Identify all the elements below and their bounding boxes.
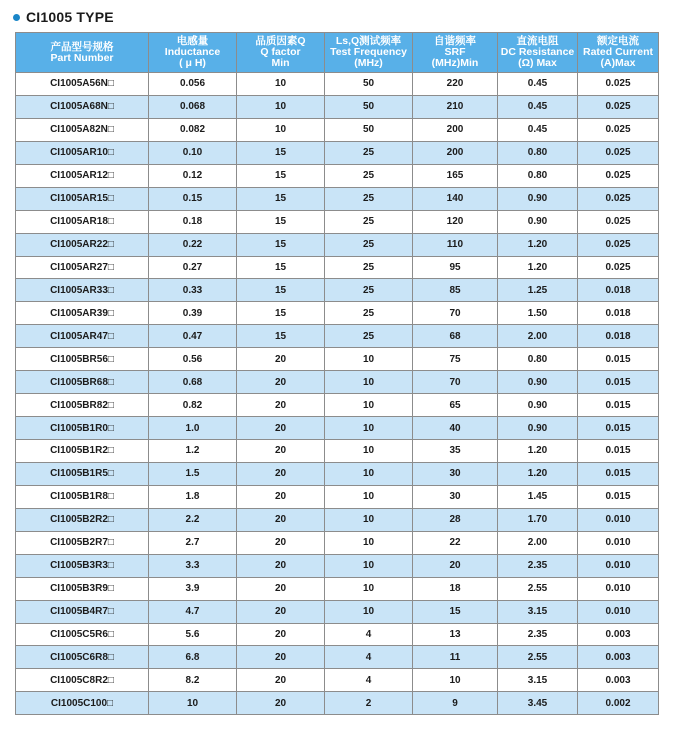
- cell-test-frequency: 25: [325, 233, 413, 256]
- cell-q-factor: 15: [237, 325, 325, 348]
- cell-part-number: CI1005B1R0□: [16, 417, 149, 440]
- cell-rated-current: 0.015: [578, 462, 659, 485]
- cell-q-factor: 20: [237, 531, 325, 554]
- cell-q-factor: 15: [237, 256, 325, 279]
- cell-q-factor: 20: [237, 577, 325, 600]
- cell-q-factor: 20: [237, 371, 325, 394]
- cell-test-frequency: 10: [325, 554, 413, 577]
- cell-rated-current: 0.025: [578, 141, 659, 164]
- table-row: [16, 371, 659, 394]
- header-en: Q factor: [260, 46, 301, 58]
- cell-rated-current: 0.018: [578, 325, 659, 348]
- cell-inductance: 0.47: [149, 325, 237, 348]
- cell-rated-current: 0.010: [578, 600, 659, 623]
- cell-inductance: 2.2: [149, 508, 237, 531]
- cell-test-frequency: 25: [325, 256, 413, 279]
- cell-srf: 110: [413, 233, 498, 256]
- cell-q-factor: 20: [237, 508, 325, 531]
- cell-part-number: CI1005A56N□: [16, 73, 149, 96]
- cell-test-frequency: 4: [325, 669, 413, 692]
- cell-rated-current: 0.015: [578, 394, 659, 417]
- cell-part-number: CI1005B4R7□: [16, 600, 149, 623]
- cell-part-number: CI1005AR39□: [16, 302, 149, 325]
- cell-dc-resistance: 3.15: [498, 600, 578, 623]
- cell-inductance: 0.068: [149, 95, 237, 118]
- cell-rated-current: 0.025: [578, 187, 659, 210]
- cell-dc-resistance: 0.45: [498, 118, 578, 141]
- cell-dc-resistance: 0.80: [498, 164, 578, 187]
- header-en: Part Number: [50, 51, 114, 64]
- header-cn: 品质因素Q: [255, 35, 306, 47]
- cell-part-number: CI1005C100□: [16, 692, 149, 715]
- header-unit: (A)Max: [600, 57, 636, 69]
- header-en: Test Frequency: [330, 46, 407, 58]
- table-row: [16, 440, 659, 463]
- cell-inductance: 5.6: [149, 623, 237, 646]
- cell-q-factor: 10: [237, 95, 325, 118]
- cell-dc-resistance: 0.90: [498, 371, 578, 394]
- cell-part-number: CI1005C5R6□: [16, 623, 149, 646]
- cell-part-number: CI1005AR22□: [16, 233, 149, 256]
- cell-srf: 40: [413, 417, 498, 440]
- header-unit: Min: [271, 57, 290, 69]
- cell-dc-resistance: 0.90: [498, 394, 578, 417]
- cell-dc-resistance: 0.90: [498, 417, 578, 440]
- title-text: CI1005 TYPE: [26, 9, 114, 25]
- table-row: [16, 554, 659, 577]
- cell-part-number: CI1005AR27□: [16, 256, 149, 279]
- cell-inductance: 1.0: [149, 417, 237, 440]
- cell-rated-current: 0.025: [578, 210, 659, 233]
- cell-q-factor: 20: [237, 600, 325, 623]
- cell-part-number: CI1005C6R8□: [16, 646, 149, 669]
- cell-rated-current: 0.025: [578, 73, 659, 96]
- cell-inductance: 3.3: [149, 554, 237, 577]
- cell-test-frequency: 10: [325, 440, 413, 463]
- table-row: [16, 600, 659, 623]
- table-row: [16, 141, 659, 164]
- cell-rated-current: 0.003: [578, 669, 659, 692]
- table-body: [16, 73, 659, 715]
- cell-part-number: CI1005BR56□: [16, 348, 149, 371]
- cell-q-factor: 10: [237, 118, 325, 141]
- cell-q-factor: 20: [237, 440, 325, 463]
- header-en: Rated Current: [582, 46, 653, 58]
- cell-inductance: 1.8: [149, 485, 237, 508]
- header-q-factor: [237, 33, 325, 73]
- cell-dc-resistance: 3.15: [498, 669, 578, 692]
- header-rated-current: [578, 33, 659, 73]
- cell-test-frequency: 25: [325, 325, 413, 348]
- cell-srf: 13: [413, 623, 498, 646]
- cell-part-number: CI1005B1R5□: [16, 462, 149, 485]
- cell-part-number: CI1005BR82□: [16, 394, 149, 417]
- cell-dc-resistance: 1.25: [498, 279, 578, 302]
- header-unit: (MHz)Min: [431, 57, 479, 69]
- cell-part-number: CI1005B3R3□: [16, 554, 149, 577]
- cell-inductance: 0.22: [149, 233, 237, 256]
- cell-inductance: 10: [149, 692, 237, 715]
- table-header: [16, 33, 659, 73]
- cell-srf: 35: [413, 440, 498, 463]
- cell-q-factor: 20: [237, 669, 325, 692]
- cell-rated-current: 0.010: [578, 531, 659, 554]
- cell-q-factor: 20: [237, 417, 325, 440]
- cell-part-number: CI1005AR10□: [16, 141, 149, 164]
- cell-rated-current: 0.025: [578, 164, 659, 187]
- table-row: [16, 164, 659, 187]
- cell-dc-resistance: 0.45: [498, 73, 578, 96]
- header-cn: 电感量: [176, 35, 209, 47]
- cell-inductance: 0.56: [149, 348, 237, 371]
- table-row: [16, 669, 659, 692]
- cell-inductance: 1.5: [149, 462, 237, 485]
- section-title: [13, 8, 114, 26]
- cell-dc-resistance: 0.90: [498, 210, 578, 233]
- header-cn: 直流电阻: [516, 35, 559, 47]
- cell-srf: 70: [413, 371, 498, 394]
- table-row: [16, 485, 659, 508]
- cell-inductance: 3.9: [149, 577, 237, 600]
- cell-test-frequency: 10: [325, 600, 413, 623]
- header-inductance: [149, 33, 237, 73]
- cell-rated-current: 0.010: [578, 508, 659, 531]
- cell-rated-current: 0.018: [578, 302, 659, 325]
- cell-srf: 200: [413, 118, 498, 141]
- cell-srf: 30: [413, 462, 498, 485]
- cell-test-frequency: 4: [325, 623, 413, 646]
- header-cn: 额定电流: [597, 35, 639, 47]
- cell-rated-current: 0.025: [578, 95, 659, 118]
- cell-dc-resistance: 1.20: [498, 462, 578, 485]
- cell-q-factor: 20: [237, 623, 325, 646]
- cell-test-frequency: 50: [325, 73, 413, 96]
- table-row: [16, 233, 659, 256]
- cell-q-factor: 20: [237, 348, 325, 371]
- table-row: [16, 348, 659, 371]
- cell-test-frequency: 10: [325, 485, 413, 508]
- cell-test-frequency: 25: [325, 141, 413, 164]
- header-unit: (MHz): [354, 57, 383, 69]
- cell-q-factor: 20: [237, 554, 325, 577]
- cell-inductance: 6.8: [149, 646, 237, 669]
- cell-q-factor: 20: [237, 462, 325, 485]
- table-row: [16, 73, 659, 96]
- cell-q-factor: 15: [237, 279, 325, 302]
- cell-dc-resistance: 1.20: [498, 256, 578, 279]
- cell-inductance: 0.68: [149, 371, 237, 394]
- header-en: Inductance: [164, 46, 221, 58]
- cell-srf: 120: [413, 210, 498, 233]
- cell-dc-resistance: 0.45: [498, 95, 578, 118]
- spec-table: [15, 32, 659, 715]
- cell-test-frequency: 10: [325, 531, 413, 554]
- cell-rated-current: 0.025: [578, 118, 659, 141]
- cell-dc-resistance: 1.70: [498, 508, 578, 531]
- cell-q-factor: 15: [237, 302, 325, 325]
- cell-srf: 70: [413, 302, 498, 325]
- cell-test-frequency: 10: [325, 462, 413, 485]
- cell-dc-resistance: 2.55: [498, 646, 578, 669]
- cell-srf: 95: [413, 256, 498, 279]
- header-test-frequency: [325, 33, 413, 73]
- cell-srf: 28: [413, 508, 498, 531]
- cell-part-number: CI1005AR33□: [16, 279, 149, 302]
- cell-dc-resistance: 1.20: [498, 233, 578, 256]
- cell-test-frequency: 10: [325, 394, 413, 417]
- cell-inductance: 0.082: [149, 118, 237, 141]
- header-unit: (Ω) Max: [518, 57, 557, 69]
- cell-part-number: CI1005AR15□: [16, 187, 149, 210]
- cell-q-factor: 20: [237, 394, 325, 417]
- cell-rated-current: 0.015: [578, 485, 659, 508]
- cell-dc-resistance: 3.45: [498, 692, 578, 715]
- header-en: SRF: [444, 46, 466, 58]
- cell-srf: 22: [413, 531, 498, 554]
- cell-dc-resistance: 0.80: [498, 348, 578, 371]
- table-row: [16, 623, 659, 646]
- cell-q-factor: 15: [237, 233, 325, 256]
- cell-rated-current: 0.010: [578, 577, 659, 600]
- cell-dc-resistance: 1.20: [498, 440, 578, 463]
- header-cn: Ls,Q测试频率: [335, 35, 402, 47]
- cell-part-number: CI1005AR12□: [16, 164, 149, 187]
- cell-dc-resistance: 2.35: [498, 623, 578, 646]
- cell-rated-current: 0.015: [578, 348, 659, 371]
- cell-part-number: CI1005B1R2□: [16, 440, 149, 463]
- table-row: [16, 394, 659, 417]
- cell-part-number: CI1005B2R7□: [16, 531, 149, 554]
- cell-inductance: 4.7: [149, 600, 237, 623]
- cell-test-frequency: 4: [325, 646, 413, 669]
- cell-inductance: 0.27: [149, 256, 237, 279]
- cell-q-factor: 15: [237, 210, 325, 233]
- cell-srf: 210: [413, 95, 498, 118]
- table-row: [16, 646, 659, 669]
- table-row: [16, 417, 659, 440]
- cell-srf: 18: [413, 577, 498, 600]
- cell-test-frequency: 10: [325, 508, 413, 531]
- cell-part-number: CI1005A82N□: [16, 118, 149, 141]
- cell-dc-resistance: 0.80: [498, 141, 578, 164]
- cell-test-frequency: 10: [325, 371, 413, 394]
- cell-srf: 75: [413, 348, 498, 371]
- cell-inductance: 0.15: [149, 187, 237, 210]
- cell-srf: 9: [413, 692, 498, 715]
- cell-q-factor: 15: [237, 141, 325, 164]
- table-row: [16, 508, 659, 531]
- cell-srf: 10: [413, 669, 498, 692]
- cell-rated-current: 0.003: [578, 623, 659, 646]
- cell-srf: 200: [413, 141, 498, 164]
- cell-inductance: 2.7: [149, 531, 237, 554]
- cell-inductance: 0.18: [149, 210, 237, 233]
- cell-test-frequency: 25: [325, 279, 413, 302]
- header-row: [16, 33, 659, 73]
- cell-test-frequency: 10: [325, 417, 413, 440]
- table-row: [16, 531, 659, 554]
- cell-srf: 165: [413, 164, 498, 187]
- cell-part-number: CI1005AR18□: [16, 210, 149, 233]
- cell-rated-current: 0.002: [578, 692, 659, 715]
- cell-dc-resistance: 2.00: [498, 325, 578, 348]
- table-row: [16, 279, 659, 302]
- header-dc-resistance: [498, 33, 578, 73]
- cell-srf: 85: [413, 279, 498, 302]
- cell-dc-resistance: 2.55: [498, 577, 578, 600]
- cell-inductance: 0.056: [149, 73, 237, 96]
- cell-part-number: CI1005C8R2□: [16, 669, 149, 692]
- cell-rated-current: 0.025: [578, 233, 659, 256]
- cell-inductance: 0.39: [149, 302, 237, 325]
- table-row: [16, 577, 659, 600]
- bullet-icon: [13, 14, 20, 21]
- cell-test-frequency: 25: [325, 164, 413, 187]
- header-srf: [413, 33, 498, 73]
- table-row: [16, 118, 659, 141]
- cell-srf: 20: [413, 554, 498, 577]
- table-row: [16, 692, 659, 715]
- cell-dc-resistance: 1.50: [498, 302, 578, 325]
- cell-srf: 11: [413, 646, 498, 669]
- cell-test-frequency: 50: [325, 118, 413, 141]
- cell-dc-resistance: 0.90: [498, 187, 578, 210]
- cell-test-frequency: 25: [325, 210, 413, 233]
- cell-srf: 140: [413, 187, 498, 210]
- cell-q-factor: 15: [237, 164, 325, 187]
- cell-rated-current: 0.015: [578, 440, 659, 463]
- header-unit: ( μ H): [179, 57, 206, 69]
- header-en: DC Resistance: [500, 46, 575, 58]
- cell-test-frequency: 10: [325, 348, 413, 371]
- cell-srf: 30: [413, 485, 498, 508]
- cell-srf: 65: [413, 394, 498, 417]
- cell-test-frequency: 2: [325, 692, 413, 715]
- cell-part-number: CI1005A68N□: [16, 95, 149, 118]
- header-cn: 产品型号规格: [50, 40, 114, 53]
- table-row: [16, 462, 659, 485]
- header-part-number: [16, 33, 149, 73]
- cell-q-factor: 20: [237, 485, 325, 508]
- cell-dc-resistance: 2.35: [498, 554, 578, 577]
- cell-inductance: 0.10: [149, 141, 237, 164]
- cell-inductance: 0.12: [149, 164, 237, 187]
- cell-rated-current: 0.025: [578, 256, 659, 279]
- cell-q-factor: 20: [237, 692, 325, 715]
- cell-part-number: CI1005AR47□: [16, 325, 149, 348]
- cell-rated-current: 0.003: [578, 646, 659, 669]
- cell-srf: 220: [413, 73, 498, 96]
- cell-part-number: CI1005BR68□: [16, 371, 149, 394]
- cell-srf: 15: [413, 600, 498, 623]
- cell-rated-current: 0.018: [578, 279, 659, 302]
- table-row: [16, 210, 659, 233]
- cell-dc-resistance: 1.45: [498, 485, 578, 508]
- table-row: [16, 187, 659, 210]
- cell-dc-resistance: 2.00: [498, 531, 578, 554]
- table-row: [16, 95, 659, 118]
- cell-q-factor: 10: [237, 73, 325, 96]
- table-row: [16, 302, 659, 325]
- cell-part-number: CI1005B3R9□: [16, 577, 149, 600]
- cell-inductance: 0.82: [149, 394, 237, 417]
- cell-q-factor: 15: [237, 187, 325, 210]
- cell-part-number: CI1005B1R8□: [16, 485, 149, 508]
- cell-rated-current: 0.015: [578, 417, 659, 440]
- cell-inductance: 0.33: [149, 279, 237, 302]
- header-cn: 自谐频率: [434, 35, 476, 47]
- cell-test-frequency: 25: [325, 302, 413, 325]
- cell-srf: 68: [413, 325, 498, 348]
- table-row: [16, 325, 659, 348]
- cell-inductance: 8.2: [149, 669, 237, 692]
- cell-rated-current: 0.010: [578, 554, 659, 577]
- cell-part-number: CI1005B2R2□: [16, 508, 149, 531]
- cell-test-frequency: 10: [325, 577, 413, 600]
- cell-inductance: 1.2: [149, 440, 237, 463]
- cell-rated-current: 0.015: [578, 371, 659, 394]
- table-row: [16, 256, 659, 279]
- cell-test-frequency: 25: [325, 187, 413, 210]
- cell-q-factor: 20: [237, 646, 325, 669]
- cell-test-frequency: 50: [325, 95, 413, 118]
